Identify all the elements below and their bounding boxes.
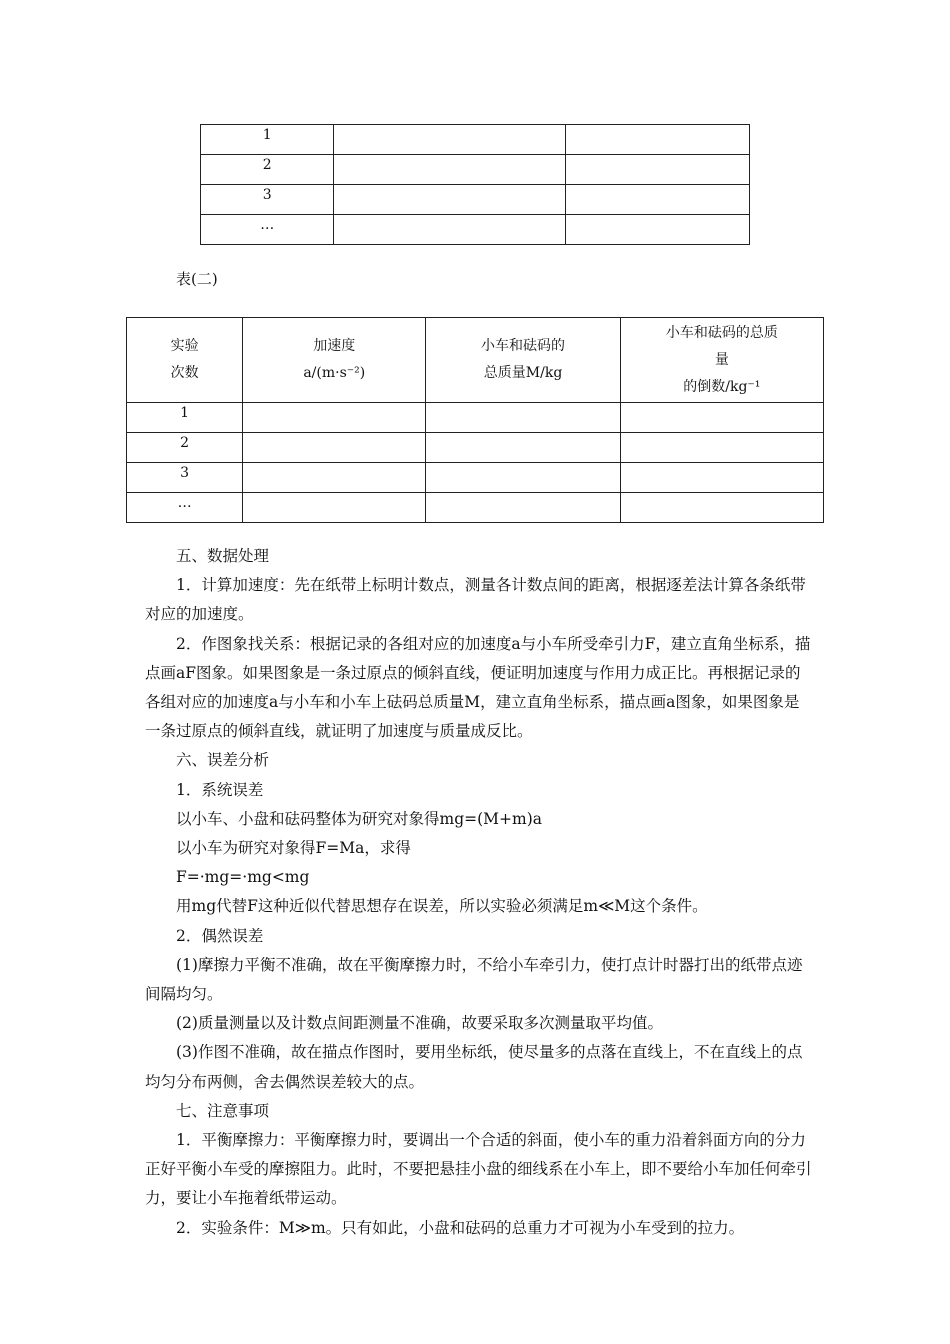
body-text [145,542,813,1243]
paragraph: 2．作图象找关系：根据记录的各组对应的加速度a与小车所受牵引力F，建立直角坐标系，描点画aF图象。如果图象是一条过原点的倾斜直线，便证明加速度与作用力成正比。再根据记录的各组对应的加速度a与小车和小车上砝码总质量M，建立直角坐标系，描点画a图象，如果图象是一条过原点的倾斜直线，就证明了加速度与质量成反比。 [145,634,811,741]
header-mass-reciprocal: 小车和砝码的总质 量 的倒数/kg⁻¹ [620,318,823,403]
table-two [126,317,824,523]
table-header-row [127,318,824,403]
subheading: 2．偶然误差 [176,926,264,945]
row-number: … [260,217,275,233]
paragraph: 用mg代替F这种近似代替思想存在误差，所以实验必须满足m≪M这个条件。 [176,897,708,916]
table-one [200,124,750,245]
table-row [127,463,824,493]
table-row [201,185,750,215]
row-number: 1 [180,405,190,421]
paragraph: 2．实验条件：M≫m。只有如此，小盘和砝码的总重力才可视为小车受到的拉力。 [176,1218,745,1237]
row-number: 2 [180,435,190,451]
paragraph: 1．平衡摩擦力：平衡摩擦力时，要调出一个合适的斜面，使小车的重力沿着斜面方向的分力正好平衡小车受的摩擦阻力。此时，不要把悬挂小盘的细线系在小车上，即不要给小车加任何牵引力，要让小车拖着纸带运动。 [145,1131,812,1208]
paragraph: 1．计算加速度：先在纸带上标明计数点，测量各计数点间的距离，根据逐差法计算各条纸带对应的加速度。 [145,576,806,624]
equation-line: 以小车为研究对象得F=Ma，求得 [176,839,411,858]
row-number: 3 [262,187,272,203]
table-row [201,155,750,185]
header-acceleration: 加速度 a/(m·s⁻²) [243,318,426,403]
section-heading-error-analysis: 六、误差分析 [176,751,270,770]
table-row [201,215,750,245]
paragraph: (2)质量测量以及计数点间距测量不准确，故要采取多次测量取平均值。 [176,1014,663,1033]
table-row [127,493,824,523]
equation-line: F=·mg=·mg<mg [176,868,310,887]
table-row [127,433,824,463]
row-number: 1 [262,127,272,143]
row-number: 2 [262,157,272,173]
row-number: … [177,495,192,511]
row-number: 3 [180,465,190,481]
section-heading-data-processing: 五、数据处理 [176,547,270,565]
table-row [127,403,824,433]
section-heading-notes: 七、注意事项 [176,1101,270,1120]
table-two-caption: 表(二) [176,270,218,288]
equation-line: 以小车、小盘和砝码整体为研究对象得mg=(M+m)a [176,809,542,828]
subheading: 1．系统误差 [176,780,264,799]
table-row [201,125,750,155]
header-trial-count: 实验 次数 [127,318,243,403]
paragraph: (3)作图不准确，故在描点作图时，要用坐标纸，使尽量多的点落在直线上，不在直线上的点均匀分布两侧，舍去偶然误差较大的点。 [145,1043,803,1091]
paragraph: (1)摩擦力平衡不准确，故在平衡摩擦力时，不给小车牵引力，使打点计时器打出的纸带点迹间隔均匀。 [145,955,803,1004]
header-total-mass: 小车和砝码的 总质量M/kg [426,318,620,403]
